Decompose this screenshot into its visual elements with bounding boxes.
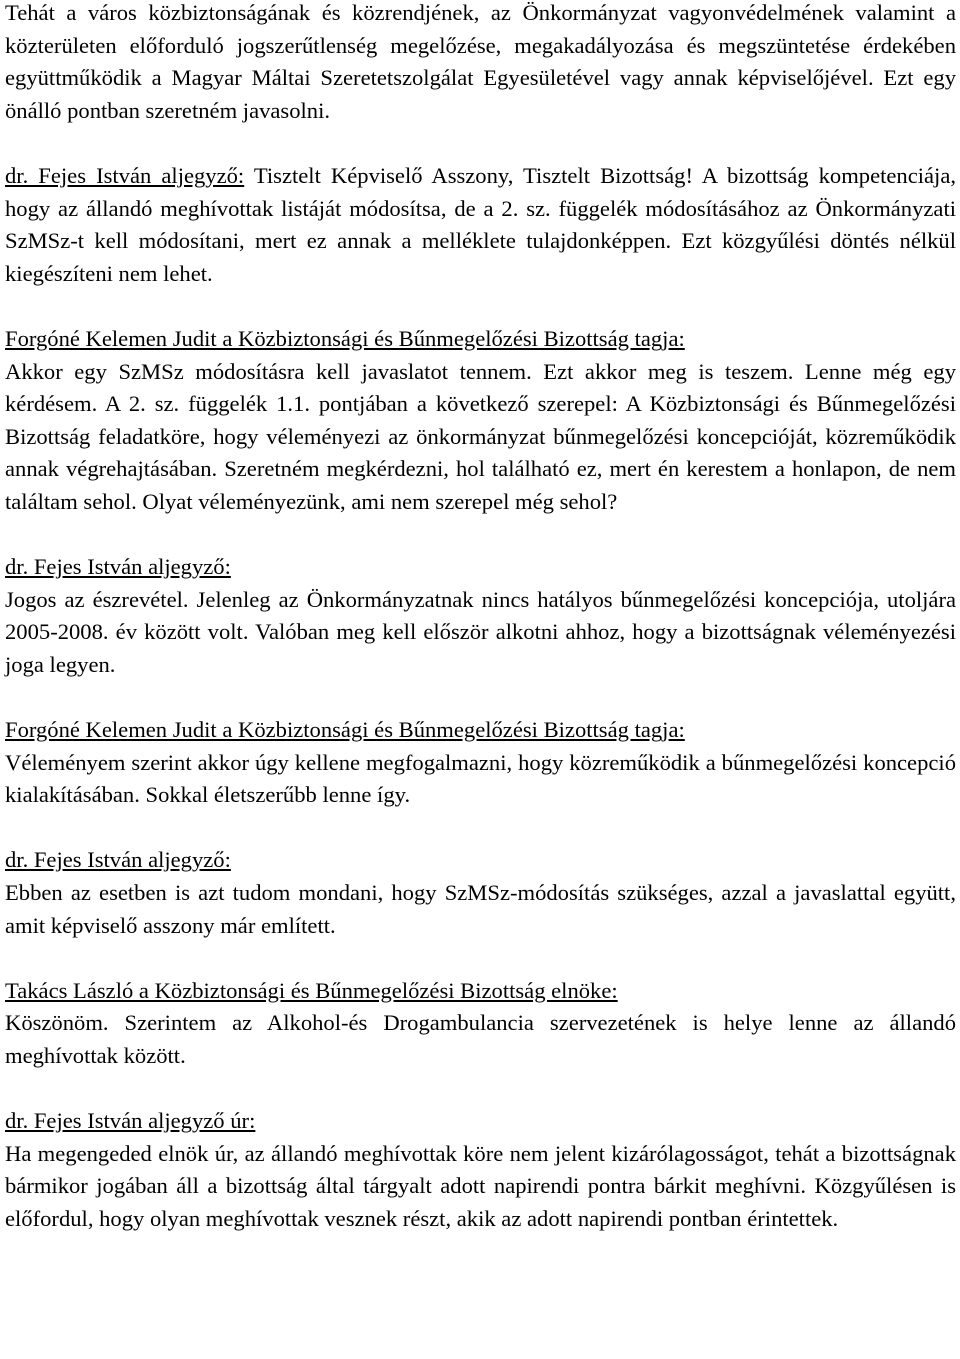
- paragraph-5: [5, 714, 956, 812]
- paragraph-4: [5, 551, 956, 681]
- paragraph-8: [5, 1105, 956, 1235]
- paragraph-text: Tehát a város közbiztonságának és közrendjének, az Önkormányzat vagyonvédelmének valamint a közterületen előforduló jogszerűtlenség megelőzése, megakadályozása és megszüntetése érdekében együttműködik a Magyar Máltai Szeretetszolgálat Egyesületével vagy annak képviselőjével. Ezt egy önálló pontban szeretném javasolni.: [5, 0, 956, 123]
- speaker-name: dr. Fejes István aljegyző:: [5, 554, 231, 580]
- speaker-name: dr. Fejes István aljegyző úr:: [5, 1108, 256, 1134]
- speaker-name: dr. Fejes István aljegyző:: [5, 162, 245, 188]
- paragraph-text: Ha megengeded elnök úr, az állandó meghívottak köre nem jelent kizárólagosságot, tehát a bizottságnak bármikor jogában áll a bizottság által tárgyalt adott napirendi pontra bárkit meghívni. Közgyűlésen is előfordul, hogy olyan meghívottak vesznek részt, akik az adott napirendi pontban érintettek.: [5, 1140, 956, 1231]
- paragraph-1: [5, 0, 956, 127]
- paragraph-text: Jogos az észrevétel. Jelenleg az Önkormányzatnak nincs hatályos bűnmegelőzési koncepciója, utoljára 2005-2008. év között volt. Valóban meg kell először alkotni ahhoz, hogy a bizottságnak véleményezési joga legyen.: [5, 586, 956, 677]
- speaker-name: Forgóné Kelemen Judit a Közbiztonsági és Bűnmegelőzési Bizottság tagja:: [5, 325, 685, 351]
- speaker-name: dr. Fejes István aljegyző:: [5, 847, 231, 873]
- paragraph-text: Ebben az esetben is azt tudom mondani, hogy SzMSz-módosítás szükséges, azzal a javaslattal együtt, amit képviselő asszony már említett.: [5, 880, 956, 938]
- paragraph-text: Véleményem szerint akkor úgy kellene megfogalmazni, hogy közreműködik a bűnmegelőzési koncepció kialakításában. Sokkal életszerűbb lenne így.: [5, 749, 956, 808]
- paragraph-text: Tisztelt Képviselő Asszony, Tisztelt Bizottság! A bizottság kompetenciája, hogy az állandó meghívottak listáját módosítsa, de a 2. sz. függelék módosításához az Önkormányzati SzMSz-t kell módosítani, mert ez annak a melléklete tulajdonképpen. Ezt közgyűlési döntés nélkül kiegészíteni nem lehet.: [5, 162, 957, 286]
- speaker-name: Takács László a Közbiztonsági és Bűnmegelőzési Bizottság elnöke:: [5, 977, 618, 1003]
- paragraph-text: Köszönöm. Szerintem az Alkohol-és Drogambulancia szervezetének is helye lenne az állandó meghívottak között.: [5, 1010, 956, 1068]
- document-page: [5, 0, 956, 1268]
- speaker-name: Forgóné Kelemen Judit a Közbiztonsági és Bűnmegelőzési Bizottság tagja:: [5, 717, 685, 743]
- paragraph-2: [5, 160, 956, 290]
- paragraph-6: [5, 844, 956, 942]
- paragraph-7: [5, 975, 956, 1073]
- paragraph-text: Akkor egy SzMSz módosításra kell javaslatot tennem. Ezt akkor meg is teszem. Lenne még egy kérdésem. A 2. sz. függelék 1.1. pontjában a következő szerepel: A Közbiztonsági és Bűnmegelőzési Bizottság feladatköre, hogy véleményezi az önkormányzat bűnmegelőzési koncepcióját, közreműködik annak végrehajtásában. Szeretném megkérdezni, hol található ez, mert én kerestem a honlapon, de nem találtam sehol. Olyat véleményezünk, ami nem szerepel még sehol?: [5, 358, 956, 514]
- paragraph-3: [5, 323, 956, 519]
